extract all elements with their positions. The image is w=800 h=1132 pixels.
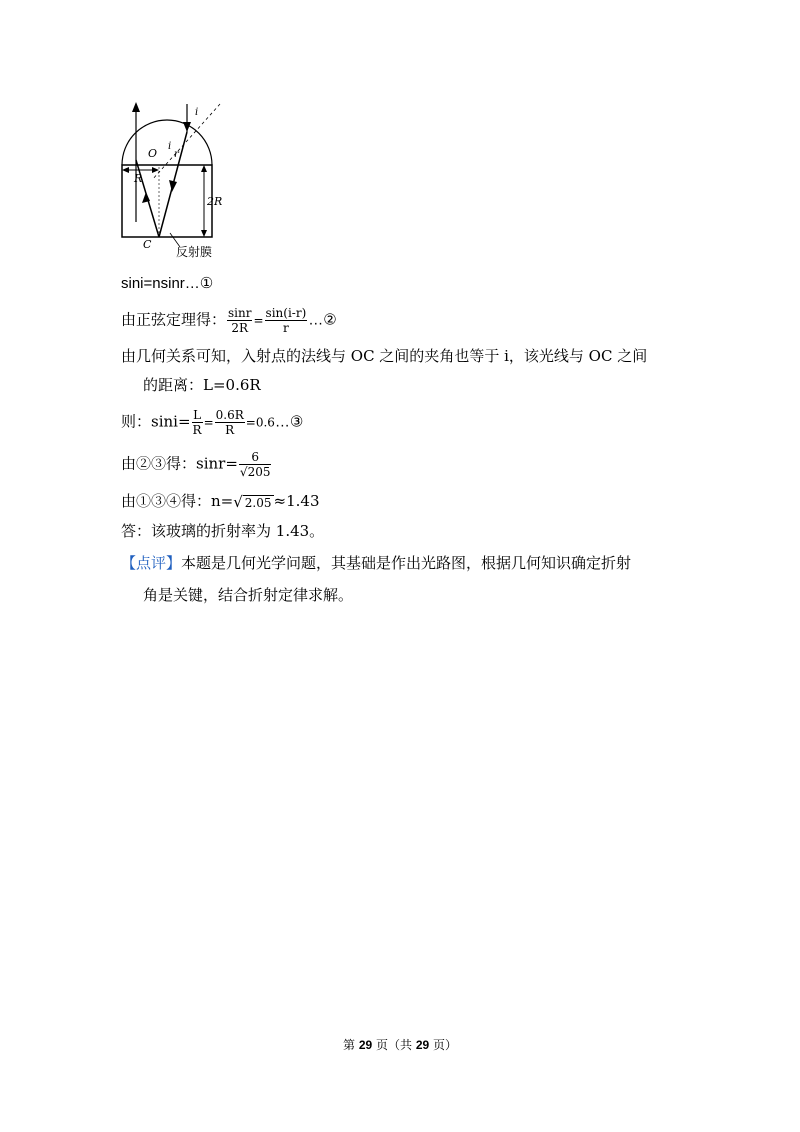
label-r: r (174, 149, 179, 160)
equation-2: 由正弦定理得： $\frac{\sin r}{2R}$ = $\frac{\sin(i-r)}{r}$ …② (121, 306, 337, 335)
equation-5: 由①③④得：n=√ 2.05 ≈1.43 (121, 492, 320, 511)
equation-3: 则：sini= $\frac{L}{R}$ = $\frac{0.6R}{R}$ =0.6…③ (121, 408, 304, 437)
label-i-top: i (195, 107, 199, 118)
label-o: O (148, 147, 158, 160)
normal-line (152, 104, 220, 180)
label-R: R (134, 172, 143, 185)
page-footer: 第 29 页（共 29 页） (342, 1038, 457, 1052)
label-2R: 2R (207, 195, 223, 208)
answer: 答：该玻璃的折射率为 1.43。 (121, 522, 325, 540)
comment-tag: 【点评】 (121, 554, 182, 572)
exit-ray-arrow (132, 102, 140, 112)
incident-ray-arrow (183, 122, 191, 132)
label-c: C (143, 238, 152, 251)
comment-line2: 角是关键，结合折射定律求解。 (143, 586, 354, 604)
paragraph-geometry-line1: 由几何关系可知，入射点的法线与 OC 之间的夹角也等于 i，该光线与 OC 之间 (121, 347, 648, 365)
optics-diagram (112, 100, 247, 260)
label-i-mid: i (168, 141, 172, 152)
equation-1: sini=nsinr…① (121, 275, 214, 292)
equation-4: 由②③得：sinr= $\frac{6}{√205}$ (121, 450, 271, 479)
comment-line1: 【点评】本题是几何光学问题，其基础是作出光路图，根据几何知识确定折射 (121, 554, 632, 572)
paragraph-geometry-line2: 的距离：L=0.6R (143, 376, 261, 394)
label-film: 反射膜 (176, 245, 213, 259)
refracted-ray-arrow (169, 180, 177, 192)
